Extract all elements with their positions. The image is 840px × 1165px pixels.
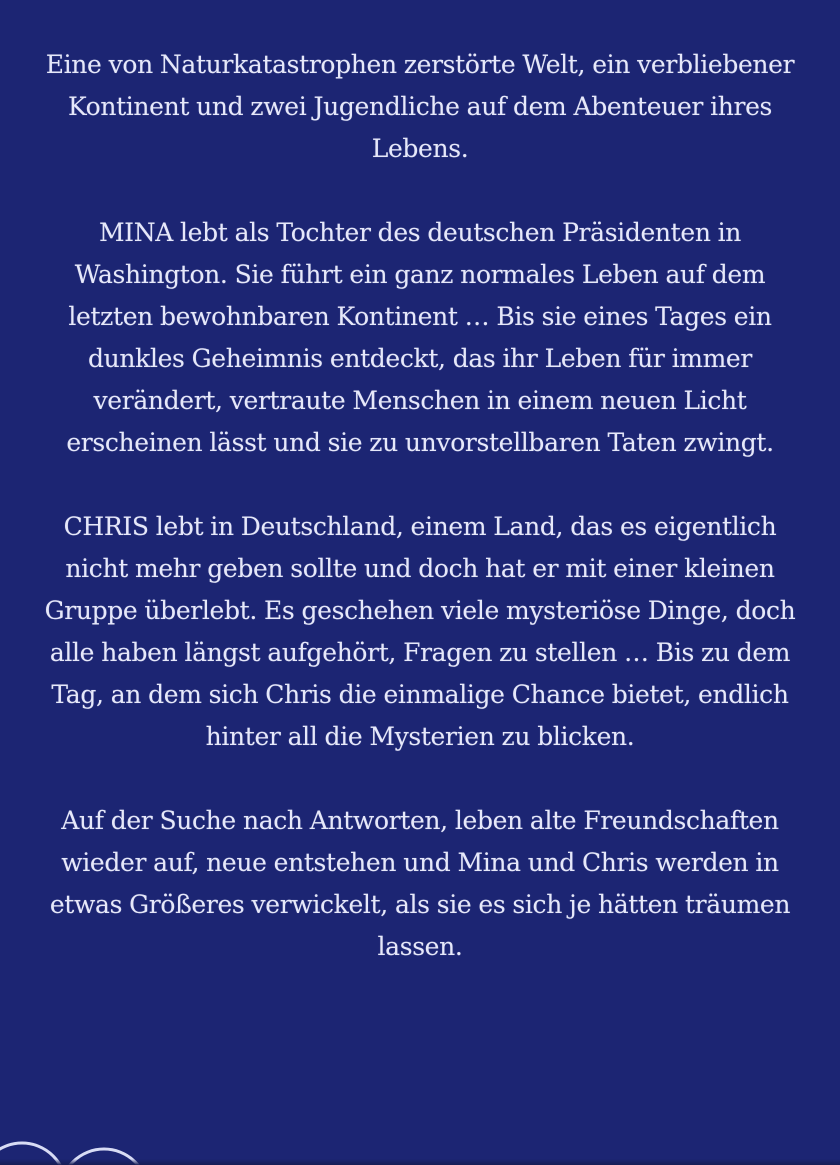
- text-line: Washington. Sie führt ein ganz normales Leben auf dem: [74, 260, 766, 289]
- text-line: erscheinen lässt und sie zu unvorstellbaren Taten zwingt.: [66, 428, 774, 457]
- text-line: wieder auf, neue entstehen und Mina und Chris werden in: [61, 848, 779, 877]
- text-line: Lebens.: [371, 134, 469, 163]
- text-line: verändert, vertraute Menschen in einem neuen Licht: [93, 386, 747, 415]
- book-blurb: [10, 44, 830, 1010]
- text-line: Kontinent und zwei Jugendliche auf dem Abenteuer ihres: [67, 92, 773, 121]
- blurb-outro-paragraph: [10, 800, 830, 968]
- text-line: alle haben längst aufgehört, Fragen zu stellen … Bis zu dem: [49, 638, 791, 667]
- text-line: MINA lebt als Tochter des deutschen Präsidenten in: [98, 218, 742, 247]
- text-line: Tag, an dem sich Chris die einmalige Chance bietet, endlich: [51, 680, 789, 709]
- text-line: etwas Größeres verwickelt, als sie es sich je hätten träumen: [49, 890, 791, 919]
- text-line: Eine von Naturkatastrophen zerstörte Welt, ein verbliebener: [45, 50, 795, 79]
- blurb-intro-paragraph: [10, 44, 830, 170]
- text-line: dunkles Geheimnis entdeckt, das ihr Leben für immer: [88, 344, 752, 373]
- text-line: Gruppe überlebt. Es geschehen viele mysteriöse Dinge, doch: [44, 596, 796, 625]
- text-line: letzten bewohnbaren Kontinent … Bis sie eines Tages ein: [68, 302, 772, 331]
- bottom-edge-shadow: [0, 1159, 840, 1165]
- text-line: nicht mehr geben sollte und doch hat er mit einer kleinen: [65, 554, 775, 583]
- blurb-chris-paragraph: [10, 506, 830, 758]
- text-line: CHRIS lebt in Deutschland, einem Land, das es eigentlich: [63, 512, 777, 541]
- blurb-mina-paragraph: [10, 212, 830, 464]
- text-line: Auf der Suche nach Antworten, leben alte Freundschaften: [61, 806, 779, 835]
- text-line: hinter all die Mysterien zu blicken.: [205, 722, 635, 751]
- text-line: lassen.: [377, 932, 463, 961]
